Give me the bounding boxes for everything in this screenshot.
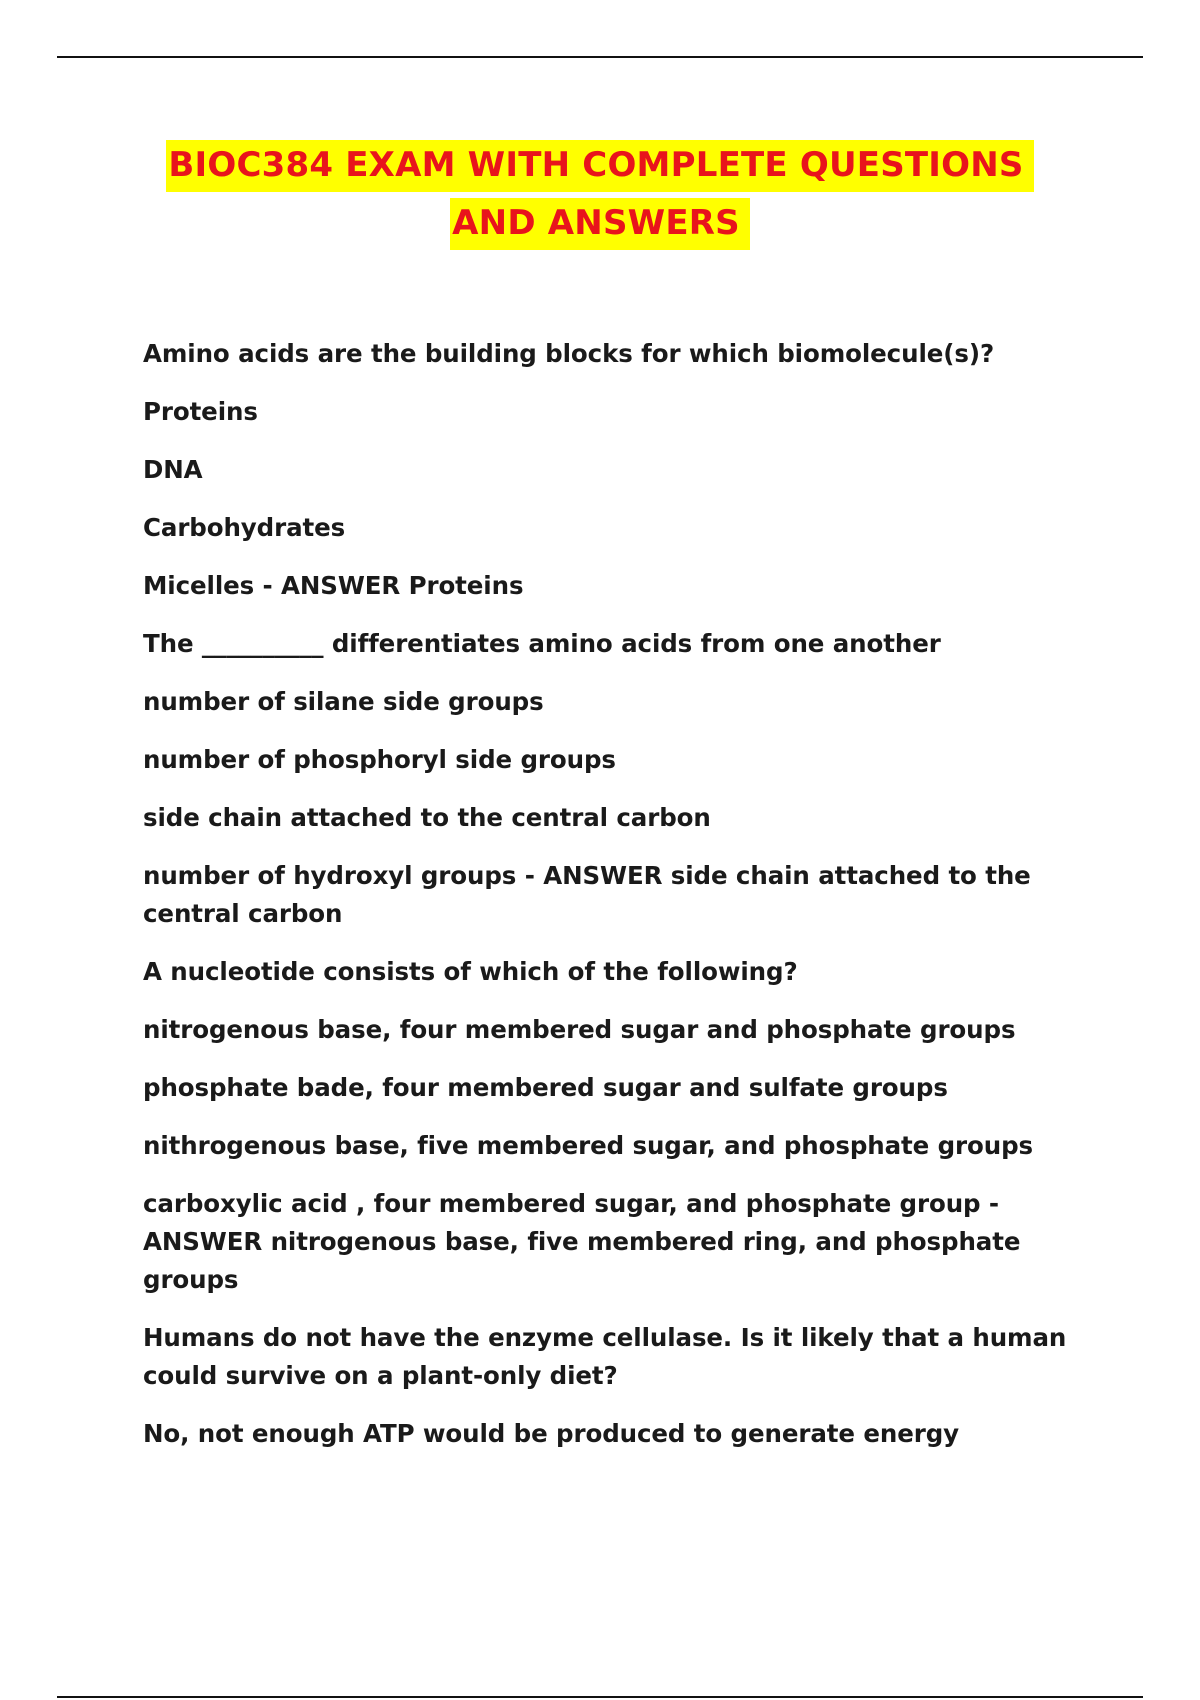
answer-line: carboxylic acid , four membered sugar, and phosphate group - ANSWER nitrogenous base, five membered ring, and phosphate groups <box>143 1189 1021 1294</box>
qa-content <box>143 335 1068 1473</box>
title-line-2: AND ANSWERS <box>450 198 750 250</box>
option-line: nithrogenous base, five membered sugar, and phosphate groups <box>143 1131 1033 1160</box>
option-line: No, not enough ATP would be produced to generate energy <box>143 1419 960 1448</box>
question-1: Amino acids are the building blocks for which biomolecule(s)? <box>143 339 995 368</box>
option-line: nitrogenous base, four membered sugar and phosphate groups <box>143 1015 1016 1044</box>
question-4: Humans do not have the enzyme cellulase. Is it likely that a human could survive on a plant-only diet? <box>143 1323 1067 1390</box>
answer-line: number of hydroxyl groups - ANSWER side chain attached to the central carbon <box>143 861 1031 928</box>
question-2: The __________ differentiates amino acids from one another <box>143 629 941 658</box>
option-line: number of phosphoryl side groups <box>143 745 616 774</box>
option-line: side chain attached to the central carbon <box>143 803 711 832</box>
option-line: phosphate bade, four membered sugar and sulfate groups <box>143 1073 948 1102</box>
bottom-rule <box>57 1696 1143 1698</box>
option-line: Carbohydrates <box>143 513 346 542</box>
option-line: number of silane side groups <box>143 687 544 716</box>
question-3: A nucleotide consists of which of the following? <box>143 957 798 986</box>
option-line: DNA <box>143 455 203 484</box>
document-title <box>0 140 1200 256</box>
top-rule <box>57 56 1143 58</box>
title-line-1: BIOC384 EXAM WITH COMPLETE QUESTIONS <box>166 140 1033 192</box>
answer-line: Micelles - ANSWER Proteins <box>143 571 524 600</box>
option-line: Proteins <box>143 397 258 426</box>
